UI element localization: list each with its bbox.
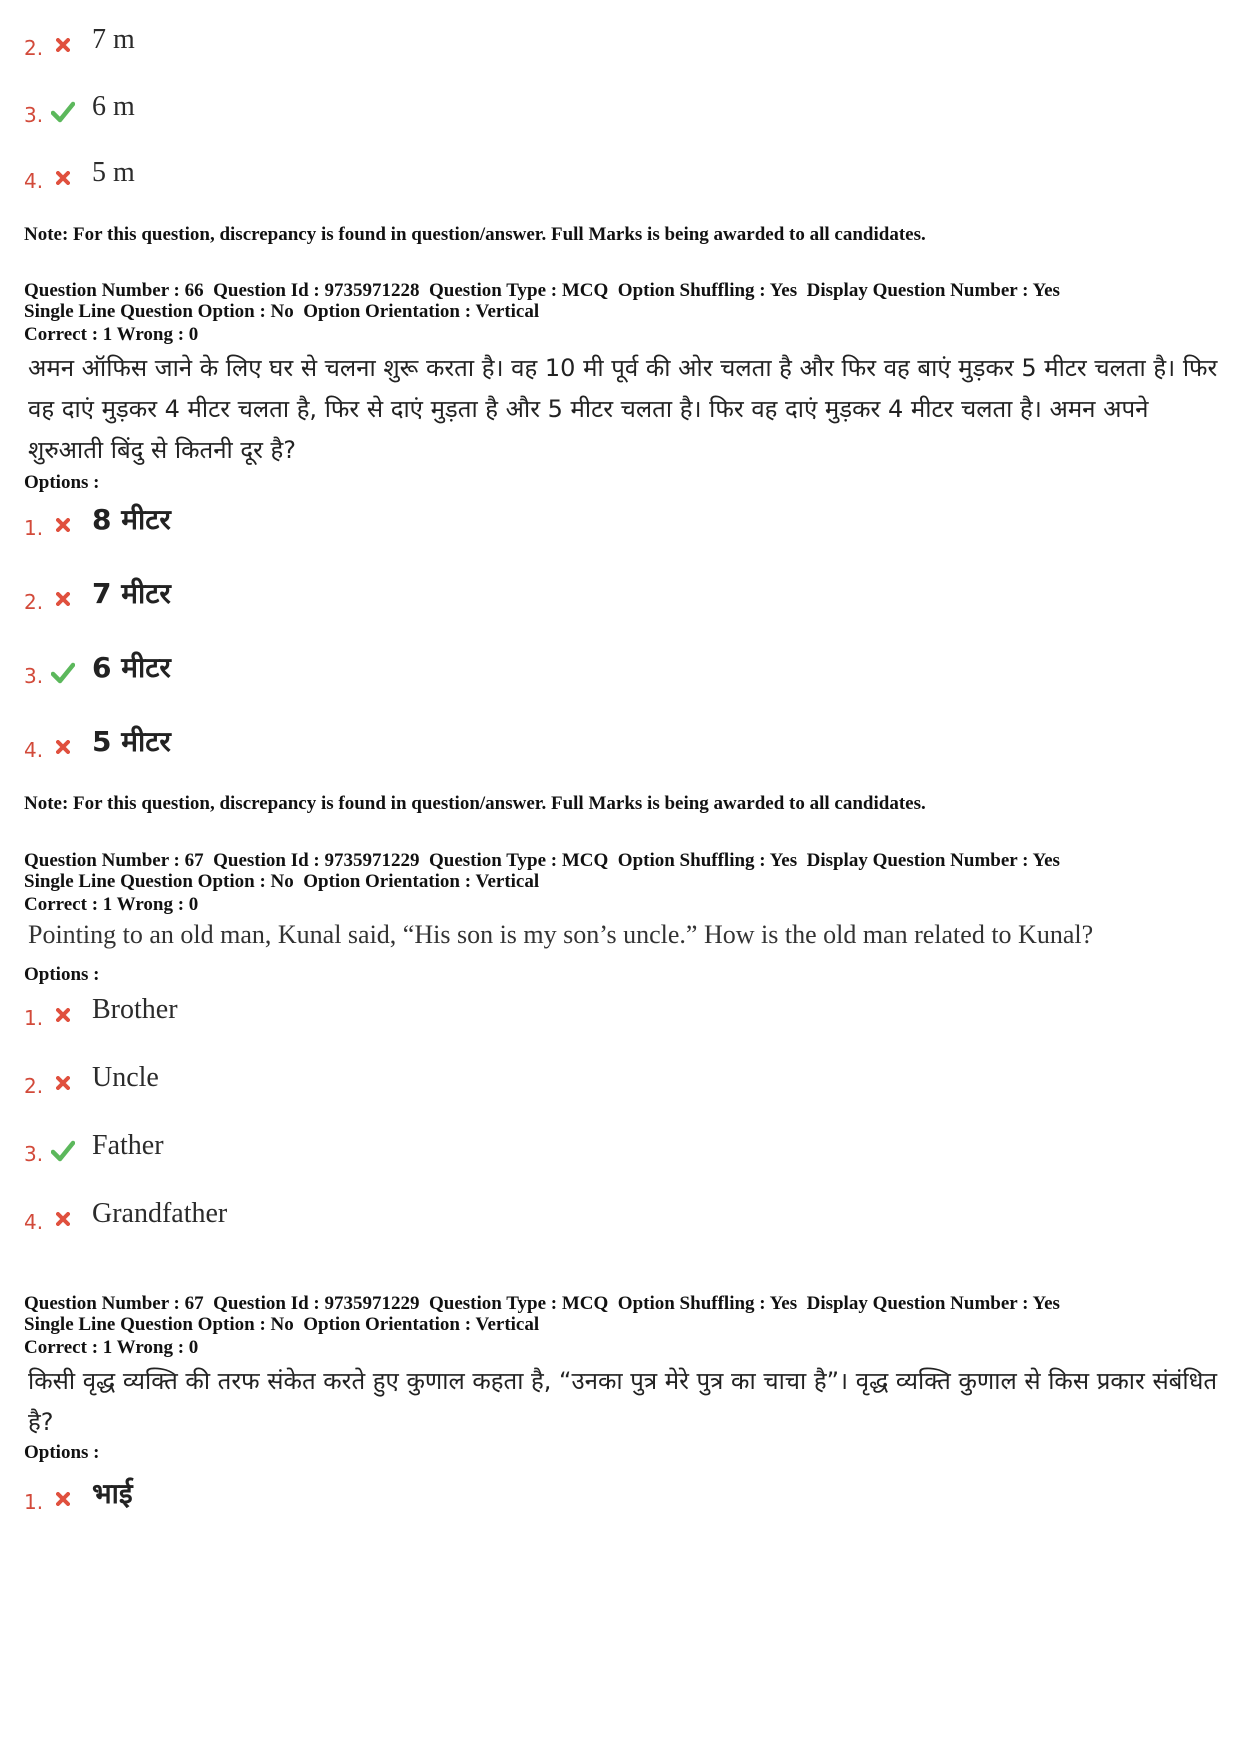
option-number: 2. bbox=[24, 1074, 44, 1098]
option-row bbox=[24, 990, 178, 1030]
question-meta-line: Question Number : 66 Question Id : 9735971228 Question Type : MCQ Option Shuffling : Yes Display Question Number : Yes bbox=[24, 280, 1060, 301]
option-text: 6 मीटर bbox=[92, 651, 171, 684]
option-text: 6 m bbox=[92, 91, 135, 122]
option-row bbox=[24, 648, 171, 688]
option-number: 1. bbox=[24, 516, 44, 540]
cross-icon bbox=[50, 163, 76, 193]
question-text: किसी वृद्ध व्यक्ति की तरफ संकेत करते हुए कुणाल कहता है, “उनका पुत्र मेरे पुत्र का चाचा है”। वृद्ध व्यक्ति कुणाल से किस प्रकार संबंधित है? bbox=[28, 1367, 1218, 1436]
option-text: Brother bbox=[92, 994, 178, 1025]
cross-icon bbox=[50, 510, 76, 540]
option-row bbox=[24, 20, 135, 60]
options-label: Options : bbox=[24, 1442, 100, 1463]
cross-icon bbox=[50, 1484, 76, 1514]
option-number: 1. bbox=[24, 1490, 44, 1514]
score-info: Correct : 1 Wrong : 0 bbox=[24, 894, 199, 915]
question-meta-line: Question Number : 67 Question Id : 9735971229 Question Type : MCQ Option Shuffling : Yes Display Question Number : Yes bbox=[24, 1293, 1060, 1314]
option-row bbox=[24, 1126, 164, 1166]
checkmark-icon bbox=[50, 658, 76, 688]
option-number: 3. bbox=[24, 1142, 44, 1166]
option-text: Uncle bbox=[92, 1062, 159, 1093]
cross-icon bbox=[50, 1000, 76, 1030]
option-text: 7 मीटर bbox=[92, 577, 171, 610]
options-label: Options : bbox=[24, 964, 100, 985]
option-number: 4. bbox=[24, 169, 44, 193]
cross-icon bbox=[50, 732, 76, 762]
question-text: Pointing to an old man, Kunal said, “His son is my son’s uncle.” How is the old man related to Kunal? bbox=[28, 920, 1094, 949]
option-number: 3. bbox=[24, 103, 44, 127]
option-row bbox=[24, 1474, 133, 1514]
option-row bbox=[24, 153, 135, 193]
cross-icon bbox=[50, 1204, 76, 1234]
cross-icon bbox=[50, 30, 76, 60]
option-number: 2. bbox=[24, 36, 44, 60]
question-meta bbox=[24, 280, 1060, 322]
cross-icon bbox=[50, 584, 76, 614]
options-label: Options : bbox=[24, 472, 100, 493]
cross-icon bbox=[50, 1068, 76, 1098]
option-number: 1. bbox=[24, 1006, 44, 1030]
discrepancy-note: Note: For this question, discrepancy is found in question/answer. Full Marks is being awarded to all candidates. bbox=[24, 793, 926, 814]
question-meta-line: Question Number : 67 Question Id : 9735971229 Question Type : MCQ Option Shuffling : Yes Display Question Number : Yes bbox=[24, 850, 1060, 871]
question-meta bbox=[24, 850, 1060, 892]
option-text: 7 m bbox=[92, 24, 135, 55]
option-text: भाई bbox=[92, 1477, 133, 1510]
option-row bbox=[24, 722, 171, 762]
option-number: 4. bbox=[24, 1210, 44, 1234]
option-row bbox=[24, 87, 135, 127]
score-info: Correct : 1 Wrong : 0 bbox=[24, 324, 199, 345]
question-text: अमन ऑफिस जाने के लिए घर से चलना शुरू करता है। वह 10 मी पूर्व की ओर चलता है और फिर वह बाएं मुड़कर 5 मीटर चलता है। फिर वह दाएं मुड़कर 4 मीटर चलता है, फिर से दाएं मुड़ता है और 5 मीटर चलता है। फिर वह दाएं मुड़कर 4 मीटर चलता है। अमन अपने शुरुआती बिंदु से कितनी दूर है? bbox=[28, 354, 1218, 464]
score-info: Correct : 1 Wrong : 0 bbox=[24, 1337, 199, 1358]
discrepancy-note: Note: For this question, discrepancy is found in question/answer. Full Marks is being awarded to all candidates. bbox=[24, 224, 926, 245]
option-text: Grandfather bbox=[92, 1198, 228, 1229]
option-text: Father bbox=[92, 1130, 164, 1161]
checkmark-icon bbox=[50, 1136, 76, 1166]
option-text: 5 मीटर bbox=[92, 725, 171, 758]
option-row bbox=[24, 500, 171, 540]
option-text: 5 m bbox=[92, 157, 135, 188]
checkmark-icon bbox=[50, 97, 76, 127]
question-meta bbox=[24, 1293, 1060, 1335]
question-meta-line: Single Line Question Option : No Option Orientation : Vertical bbox=[24, 1314, 540, 1335]
option-number: 4. bbox=[24, 738, 44, 762]
option-row bbox=[24, 1058, 159, 1098]
option-row bbox=[24, 1194, 227, 1234]
option-text: 8 मीटर bbox=[92, 503, 171, 536]
question-meta-line: Single Line Question Option : No Option Orientation : Vertical bbox=[24, 871, 540, 892]
option-row bbox=[24, 574, 171, 614]
option-number: 2. bbox=[24, 590, 44, 614]
question-meta-line: Single Line Question Option : No Option Orientation : Vertical bbox=[24, 301, 540, 322]
option-number: 3. bbox=[24, 664, 44, 688]
